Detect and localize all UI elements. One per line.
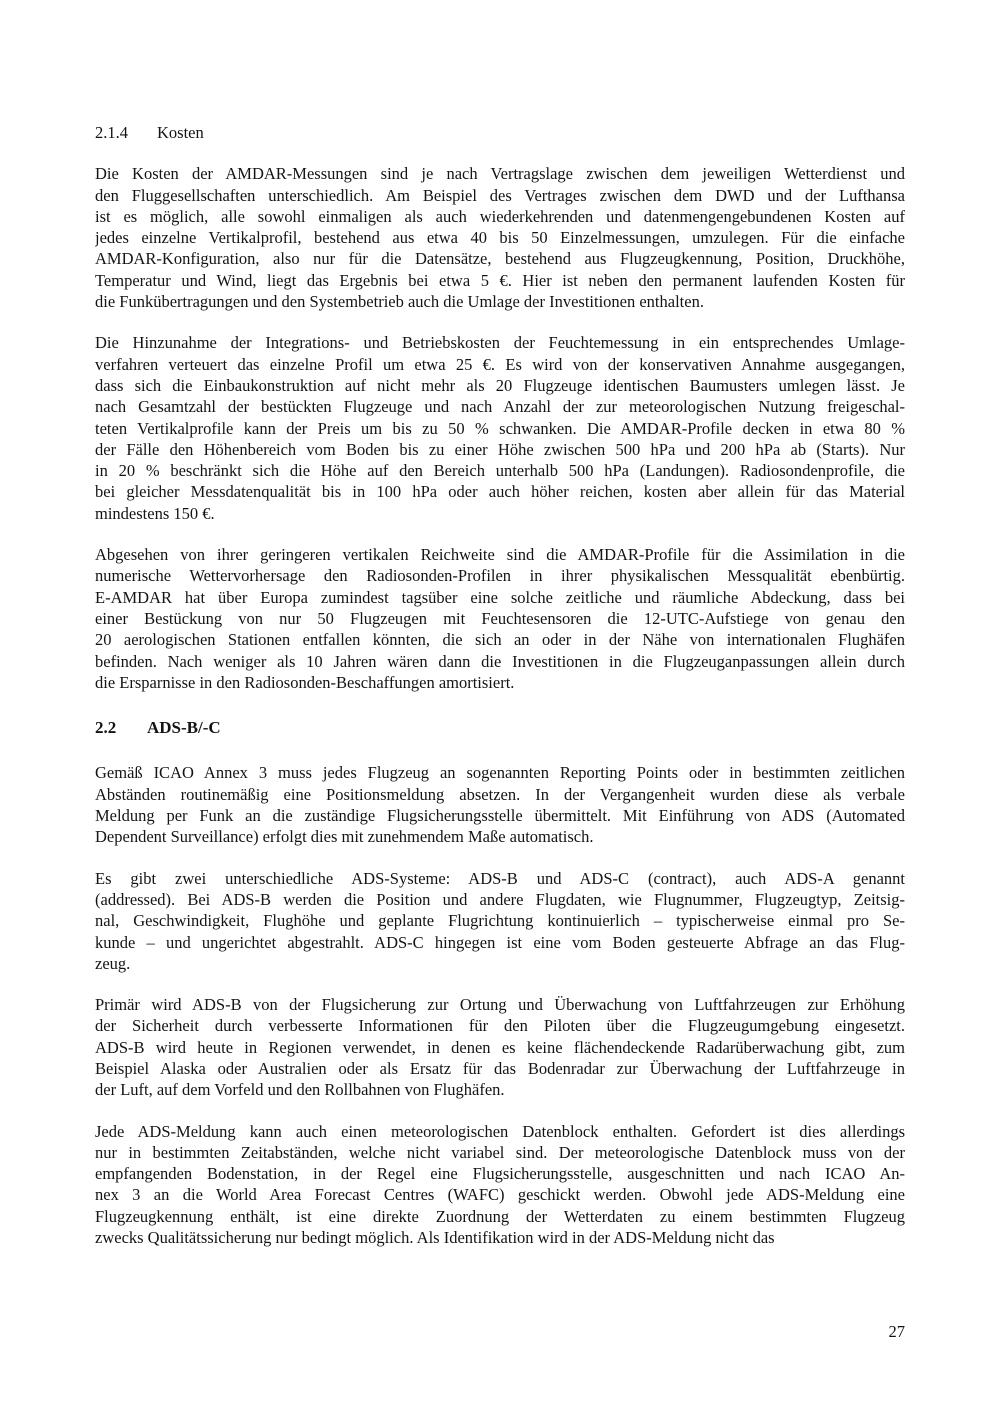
text-line: Abständen routinemäßig eine Positionsmeldung absetzen. In der Vergangenheit wurden diese als verbale [95,784,905,804]
paragraph [95,544,905,693]
text-line: der Sicherheit durch verbesserte Informationen für den Piloten über die Flugzeugumgebung eingesetzt. [95,1016,905,1036]
text-line: dass sich die Einbaukonstruktion auf nicht mehr als 20 Flugzeuge identischen Baumusters umlegen lässt. Je [95,375,905,395]
text-line: verfahren verteuert das einzelne Profil um etwa 25 €. Es wird von der konservativen Annahme ausgegangen, [95,354,905,374]
heading-number: 2.1.4 [95,123,128,142]
text-line: ADS-B wird heute in Regionen verwendet, in denen es keine flächendeckende Radarüberwachung gibt, zum [95,1037,905,1057]
text-line: 20 aerologischen Stationen entfallen könnten, die sich an oder in der Nähe von internationalen Flughäfen [95,630,905,650]
paragraph [95,1121,905,1249]
paragraph [95,994,905,1100]
text-line: befinden. Nach weniger als 10 Jahren wären dann die Investitionen in die Flugzeuganpassungen allein durch [95,651,905,671]
text-line: Es gibt zwei unterschiedliche ADS-Systeme: ADS-B und ADS-C (contract), auch ADS-A genannt [95,868,905,888]
text-line: Beispiel Alaska oder Australien oder als Ersatz für das Bodenradar zur Überwachung der Luftfahrzeuge in [95,1058,905,1078]
text-line: mindestens 150 €. [95,503,215,523]
text-line: zwecks Qualitätssicherung nur bedingt möglich. Als Identifikation wird in der ADS-Meldung nicht das [95,1228,775,1248]
text-line: Die Hinzunahme der Integrations- und Betriebskosten der Feuchtemessung in ein entsprechendes Umlage- [95,333,905,353]
text-line: teten Vertikalprofile kann der Preis um bis zu 50 % schwanken. Die AMDAR-Profile decken in etwa 80 % [95,418,905,438]
paragraph [95,868,905,974]
text-line: Abgesehen von ihrer geringeren vertikalen Reichweite sind die AMDAR-Profile für die Assimilation in die [95,545,905,565]
heading-title: ADS-B/-C [147,718,221,738]
paragraph [95,332,905,524]
text-line: jedes einzelne Vertikalprofil, bestehend aus etwa 40 bis 50 Einzelmessungen, umzulegen. Für die einfache [95,228,905,248]
text-line: Flugzeugkennung enthält, ist eine direkte Zuordnung der Wetterdaten zu einem bestimmten Flugzeug [95,1206,905,1226]
section-heading-2-2 [95,717,905,738]
text-line: Gemäß ICAO Annex 3 muss jedes Flugzeug an sogenannten Reporting Points oder in bestimmten zeitlichen [95,763,905,783]
text-line: zeug. [95,953,131,973]
heading-title: Kosten [157,123,204,142]
text-line: E-AMDAR hat über Europa zumindest tagsüber eine solche zeitliche und räumliche Abdeckung, dass bei [95,587,905,607]
text-line: nal, Geschwindigkeit, Flughöhe und geplante Flugrichtung kontinuierlich – typischerweise einmal pro Se- [95,911,905,931]
text-line: kunde – und ungerichtet abgestrahlt. ADS-C hingegen ist eine vom Boden gesteuerte Abfrage an das Flug- [95,932,905,952]
text-line: die Funkübertragungen und den Systembetrieb auch die Umlage der Investitionen enthalten. [95,292,704,312]
text-line: der Fälle den Höhenbereich vom Boden bis zu einer Höhe zwischen 500 hPa und 200 hPa ab (Starts). Nur [95,439,905,459]
text-line: Temperatur und Wind, liegt das Ergebnis bei etwa 5 €. Hier ist neben den permanent laufenden Kosten für [95,270,905,290]
text-line: nach Gesamtzahl der bestückten Flugzeuge und nach Anzahl der zur meteorologischen Nutzung freigeschal- [95,397,905,417]
paragraph [95,762,905,847]
text-line: der Luft, auf dem Vorfeld und den Rollbahnen von Flughäfen. [95,1080,505,1100]
text-line: Die Kosten der AMDAR-Messungen sind je nach Vertragslage zwischen dem jeweiligen Wetterdienst und [95,164,905,184]
document-content [95,122,905,1268]
text-line: Jede ADS-Meldung kann auch einen meteorologischen Datenblock enthalten. Gefordert ist dies allerdings [95,1121,905,1141]
text-line: empfangenden Bodenstation, in der Regel eine Flugsicherungsstelle, ausgeschnitten und nach ICAO An- [95,1164,905,1184]
text-line: nur in bestimmten Zeitabständen, welche nicht variabel sind. Der meteorologische Datenblock muss von der [95,1142,905,1162]
text-line: bei gleicher Messdatenqualität bis in 100 hPa oder auch höher reichen, kosten aber allein für das Material [95,482,905,502]
heading-number: 2.2 [95,718,117,738]
text-line: (addressed). Bei ADS-B werden die Position und andere Flugdaten, wie Flugnummer, Flugzeugtyp, Zeitsig- [95,889,905,909]
text-line: Meldung per Funk an die zuständige Flugsicherungsstelle übermittelt. Mit Einführung von ADS (Automated [95,806,905,826]
paragraph [95,163,905,312]
text-line: in 20 % beschränkt sich die Höhe auf den Bereich unterhalb 500 hPa (Landungen). Radiosondenprofile, die [95,461,905,481]
text-line: den Fluggesellschaften unterschiedlich. Am Beispiel des Vertrages zwischen dem DWD und der Lufthansa [95,185,905,205]
page-number: 27 [888,1322,905,1341]
text-line: einer Bestückung von nur 50 Flugzeugen mit Feuchtesensoren die 12-UTC-Aufstiege von genau den [95,608,905,628]
text-line: ist es möglich, alle sowohl einmaligen als auch wiederkehrenden und datenmengengebundenen Kosten auf [95,206,905,226]
text-line: die Ersparnisse in den Radiosonden-Beschaffungen amortisiert. [95,672,515,692]
text-line: AMDAR-Konfiguration, also nur für die Datensätze, bestehend aus Flugzeugkennung, Position, Druckhöhe, [95,249,905,269]
text-line: Dependent Surveillance) erfolgt dies mit zunehmendem Maße automatisch. [95,827,594,847]
section-heading-2-1-4 [95,122,905,143]
text-line: numerische Wettervorhersage den Radiosonden-Profilen in ihrer physikalischen Messqualität ebenbürtig. [95,566,905,586]
text-line: nex 3 an die World Area Forecast Centres (WAFC) geschickt werden. Obwohl jede ADS-Meldung eine [95,1185,905,1205]
text-line: Primär wird ADS-B von der Flugsicherung zur Ortung und Überwachung von Luftfahrzeugen zur Erhöhung [95,995,905,1015]
